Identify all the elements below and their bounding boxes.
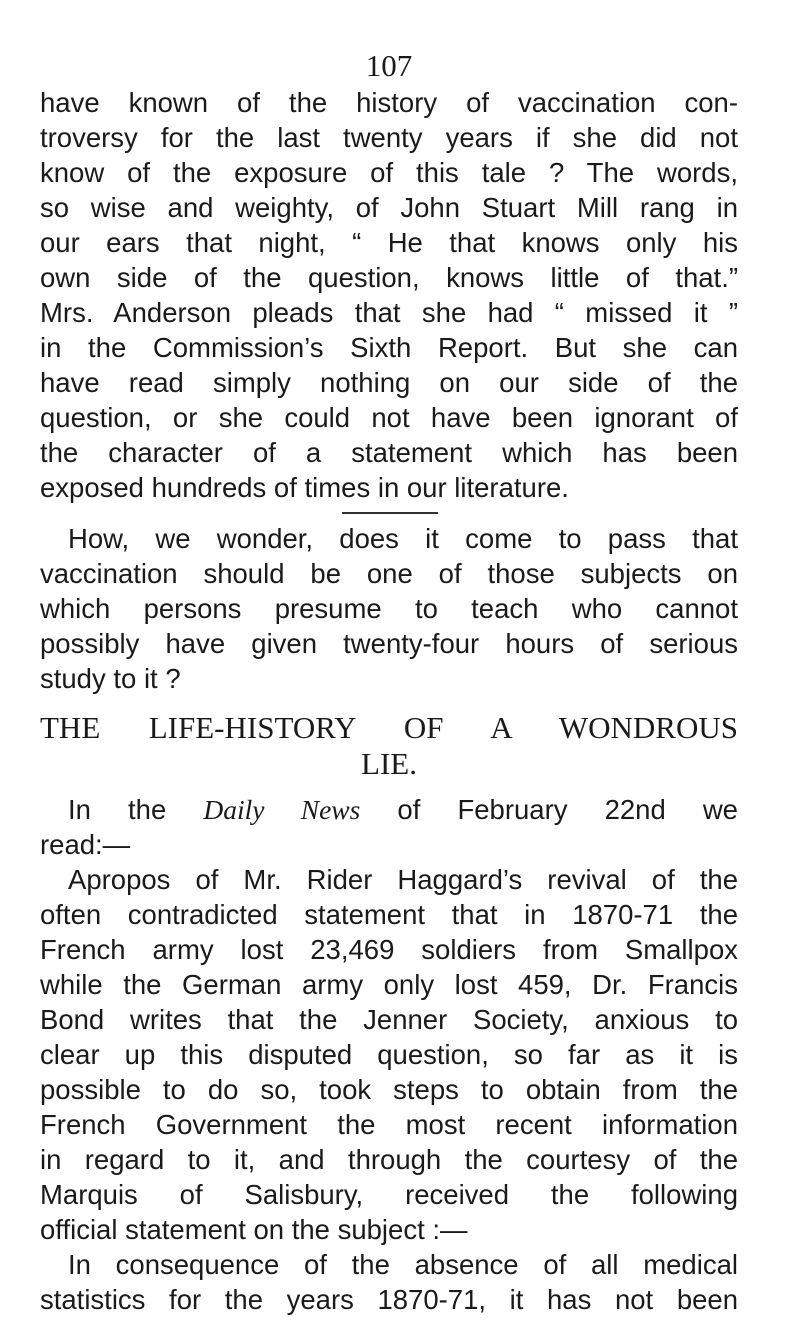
text-line: official statement on the subject :— bbox=[40, 1214, 468, 1245]
intro-prefix: In the bbox=[68, 794, 204, 825]
text-line: while the German army only lost 459, Dr. Francis bbox=[40, 969, 738, 1000]
text-line: Apropos of Mr. Rider Haggard’s revival of the bbox=[68, 864, 738, 895]
text-line: statistics for the years 1870-71, it has not been bbox=[40, 1284, 738, 1315]
text-line: our ears that night, “ He that knows only his bbox=[40, 227, 738, 258]
text-line: possible to do so, took steps to obtain from the bbox=[40, 1074, 738, 1105]
text-line: read:— bbox=[40, 829, 131, 860]
text-line: clear up this disputed question, so far as it is bbox=[40, 1039, 738, 1070]
page-number: 107 bbox=[365, 48, 413, 83]
text-line: In consequence of the absence of all medical bbox=[68, 1249, 738, 1280]
text-line: in regard to it, and through the courtesy of the bbox=[40, 1144, 738, 1175]
text-line: How, we wonder, does it come to pass that bbox=[68, 523, 738, 554]
text-line: study to it ? bbox=[40, 663, 181, 694]
newspaper-title: Daily News bbox=[203, 794, 361, 825]
text-line: in the Commission’s Sixth Report. But she can bbox=[40, 332, 738, 363]
text-line: Marquis of Salisbury, received the following bbox=[40, 1179, 738, 1210]
text-line: vaccination should be one of those subjects on bbox=[40, 558, 738, 589]
intro-suffix: of February 22nd we bbox=[360, 794, 738, 825]
text-line: so wise and weighty, of John Stuart Mill rang in bbox=[40, 192, 738, 223]
text-line: have known of the history of vaccination con- bbox=[40, 87, 738, 118]
text-line: exposed hundreds of times in our literature. bbox=[40, 472, 569, 503]
text-line: French army lost 23,469 soldiers from Smallpox bbox=[40, 934, 738, 965]
text-line: French Government the most recent information bbox=[40, 1109, 738, 1140]
section-heading: THE LIFE-HISTORY OF A WONDROUS bbox=[40, 710, 738, 745]
text-line: own side of the question, knows little of that.” bbox=[40, 262, 738, 293]
text-line: which persons presume to teach who cannot bbox=[40, 593, 738, 624]
text-line: often contradicted statement that in 1870-71 the bbox=[40, 899, 738, 930]
intro-line bbox=[68, 793, 738, 827]
text-line: have read simply nothing on our side of the bbox=[40, 367, 738, 398]
section-heading-cont: LIE. bbox=[361, 746, 417, 781]
text-line: Mrs. Anderson pleads that she had “ missed it ” bbox=[40, 297, 738, 328]
text-line: Bond writes that the Jenner Society, anxious to bbox=[40, 1004, 738, 1035]
text-line: know of the exposure of this tale ? The words, bbox=[40, 157, 738, 188]
section-divider bbox=[342, 512, 438, 514]
text-line: question, or she could not have been ignorant of bbox=[40, 402, 738, 433]
text-line: possibly have given twenty-four hours of serious bbox=[40, 628, 738, 659]
text-line: troversy for the last twenty years if she did not bbox=[40, 122, 738, 153]
text-line: the character of a statement which has been bbox=[40, 437, 738, 468]
